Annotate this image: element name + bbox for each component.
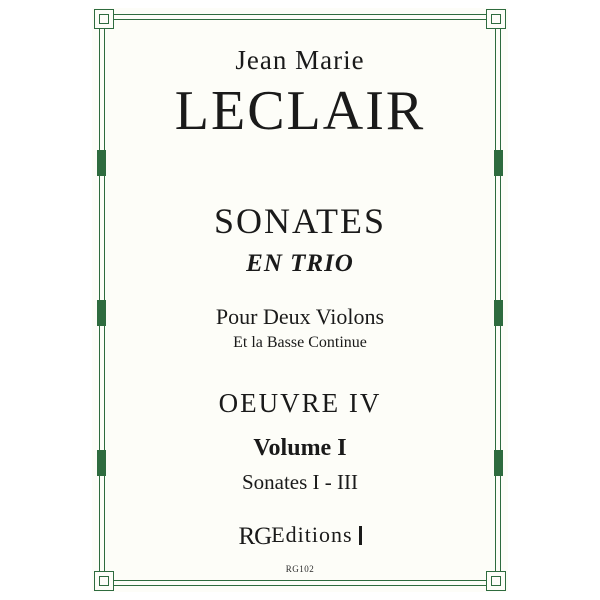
- opus-number: OEUVRE IV: [218, 388, 382, 419]
- side-ornament-right-1: [494, 150, 503, 176]
- catalog-number: RG102: [285, 564, 315, 574]
- cover-content: [110, 24, 490, 574]
- side-ornament-left-3: [97, 450, 106, 476]
- composer-last-name: LECLAIR: [174, 79, 426, 142]
- publisher-logo-icon: RG: [238, 523, 272, 550]
- side-ornament-left-1: [97, 150, 106, 176]
- work-title: SONATES: [213, 201, 387, 242]
- instrumentation-primary: Pour Deux Violons: [215, 304, 385, 330]
- volume-label: Volume I: [253, 435, 347, 462]
- publisher-rule-icon: [359, 526, 362, 545]
- corner-ornament-bottom-left: [94, 571, 114, 591]
- side-ornament-left-2: [97, 300, 106, 326]
- side-ornament-right-3: [494, 450, 503, 476]
- work-subtitle: EN TRIO: [246, 250, 354, 278]
- composer-first-name: Jean Marie: [235, 45, 365, 75]
- side-ornament-right-2: [494, 300, 503, 326]
- corner-ornament-bottom-right: [486, 571, 506, 591]
- contents-label: Sonates I - III: [241, 470, 359, 495]
- publisher-line: [110, 522, 490, 551]
- instrumentation-secondary: Et la Basse Continue: [233, 334, 367, 352]
- publisher-name: Editions: [271, 522, 353, 547]
